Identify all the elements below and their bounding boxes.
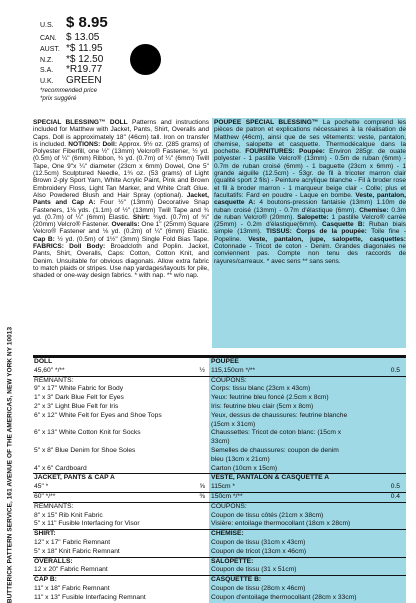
table-cell-en [33,438,209,447]
table-cell-en: 45,60" */** ½ [34,366,205,374]
price-country: CAN. [40,35,57,42]
table-cell-en: 60" */** ⅜ [34,492,205,500]
table-cell-en: 11" x 13" Fusible Interfacing Remnant [34,593,146,601]
table-row [33,429,406,438]
table-cell-fr: Coupon de tissu (31 x 51cm) [209,566,406,575]
intro-fr-title: POUPEE SPECIAL BLESSING™ [214,119,319,126]
table-row [33,520,406,529]
table-cell-en: OVERALLS: [34,557,73,565]
table-row [33,438,406,447]
table-cell-en: 4" x 6" Cardboard [34,464,87,472]
table-row [33,412,406,421]
table-cell-fr: bleu (13cm x 21cm) [209,456,406,465]
table-row [33,483,406,493]
publisher-address: BUTTERICK PATTERN SERVICE, 161 AVENUE OF THE AMERICAS, NEW YORK NY 10013 [6,326,14,603]
table-cell-fr: Coupon de tissu (31cm x 43cm) [209,539,406,548]
table-cell-fr: 115cm * 0.5 [209,483,406,492]
table-cell-en: 45" * ⅝ [34,483,205,491]
table-cell-en [33,421,209,430]
intro-english: SPECIAL BLESSING™ DOLL Patterns and instructions included for Matthew with Jacket, Pants, Shirt, Overalls and Caps. Doll is approximately 18" (46cm) tall. Iron on transfer is included. NOTIONS: Doll: Approx. 9½ oz. (285 grams) of Polyester Fiberfill, one ½" (13mm) Velcro® Fastener, ½ yd. (0.5m) of ¼" (6mm) Ribbon, ¾ yd. (0.7m) of ¼" (6mm) Twill Tape, One 9"x ¼" diameter (23cm x 6mm) Dowel, One 5" (12.5cm) Sculptured Needle, 1¾ oz. (53 grams) of Light Brown 2-ply Sport Yarn, White Acrylic Paint, Pink and Brown Embroidery Floss, Light Tan Marker, and White Craft Glue. Also Powdered Blush and Hair Spray (optional). Jacket, Pants and Cap A: Four ½" (13mm) Decorative Snap Fasteners, 1⅛ yds. (1.1m) of ½" (13mm) Twill Tape and ¾ yd. (0.7m) of ¼" (6mm) Elastic. Shirt: ¾yd. (0.7m) of ¾" (20mm) Velcro® Fastener. Overalls: One 1" (25mm) Square Velcro® Fastener and ⅛ yd. (0.2m) of ¼" (6mm) Elastic. Cap B: ½ yd. (0.5m) of 1½" (3mm) Single Fold Bias Tape. FABRICS: Doll Body: Broadcloth and Poplin. Jacket, Pants, Shirt, Overalls, Caps: Cotton, Cotton Knit, and Denim. Unsuitable for obvious diagonals. Allow extra fabric to match plaids or stripes. Use nap yardages/layouts for pile, shaded or one-way design fabrics. * with nap. ** w/o nap. [33,119,210,280]
table-cell-fr: 33cm) [209,438,406,447]
price-note-fr: *prix suggéré [40,94,77,102]
table-cell-en: SHIRT: [34,530,56,538]
table-cell-en: 12" x 17" Fabric Remnant [34,538,111,546]
table-cell-en: REMNANTS: [34,376,74,384]
table-cell-en: 1" x 3" Dark Blue Felt for Eyes [34,394,124,402]
table-cell-fr: VESTE, PANTALON & CASQUETTE A [209,474,406,483]
black-dot-icon [130,44,161,75]
table-cell-en: 8" x 15" Rib Knit Fabric [34,511,103,519]
table-cell-fr: Semelles de chaussures: coupon de denim [209,447,406,456]
price-row [40,75,240,86]
table-row [33,465,406,474]
table-cell-fr: SALOPETTE: [209,558,406,567]
table-row [33,403,406,412]
table-row [33,357,406,367]
table-row [33,394,406,403]
table-cell-fr: Yeux: feutrine bleu foncé (2.5cm x 8cm) [209,394,406,403]
table-cell-fr: POUPEE [209,358,406,367]
price-row [40,32,240,43]
table-cell-en: DOLL [34,358,53,365]
table-row [33,529,406,539]
table-row [33,456,406,465]
table-cell-en [33,456,209,465]
table-cell-en: REMNANTS: [34,502,74,510]
price-country: N.Z. [40,56,54,64]
price-value: *$ 11.95 [66,42,103,54]
table-cell-en: 9" x 17" White Fabric for Body [34,385,124,393]
table-cell-en: 5" x 11" Fusible Interfacing for Visor [34,520,140,528]
table-cell-en: 11" x 18" Fabric Remnant [34,584,110,592]
table-row [33,548,406,557]
table-cell-en: 12 x 20" Fabric Remnant [34,566,108,574]
table-cell-fr: Carton (10cm x 15cm) [209,465,406,474]
table-row [33,575,406,585]
table-cell-fr: 115,150cm */** 0.5 [209,367,406,376]
table-row [33,421,406,430]
intro-en-title: SPECIAL BLESSING™ DOLL [33,119,128,126]
price-note: *recommended price [40,86,98,94]
table-cell-en: JACKET, PANTS & CAP A [34,474,115,482]
table-cell-en: CAP B: [34,576,57,584]
table-cell-fr: Coupon d'entoilage thermocollant (28cm x 33cm) [209,594,406,603]
table-cell-fr: COUPONS: [209,377,406,386]
table-row [33,447,406,456]
table-row [33,512,406,521]
table-row [33,367,406,377]
intro-french: POUPEE SPECIAL BLESSING™ La pochette comprend les pièces de patron et explications nécessaires à la réalisation de Matthew (46cm), ainsi que de ses vêtements: veste, pantalon, chemise, salopette et casquette. Thermodécalque dans la pochette. FOURNITURES: Poupée: Environ 285gr. de ouate polyester - 1 pastille Velcro® (13mm) - 0.5m de ruban (6mm) - 0.7m de ruban croisé (6mm) - 1 baguette (23cm x 6mm) - 1 grande aiguille (12.5cm) - 53gr. de fil à tricoter marron clair (qualité sport 2 fils) - Peinture acrylique blanche - Fil à broder rose et fil à broder marron - 1 marqueur beige clair - Colle; plus et facultatifs: Fard en poudre - Laque en bombe. Veste, pantalon, casquette A: 4 boutons-pression fantaisie (13mm) 1.10m de ruban croisé (13mm) - 0.7m d'élastique (6mm). Chemise: 0.3m de ruban Velcro® (20mm). Salopette: 1 pastille Velcro® carrée (25mm) - 0.2m d'élastique(6mm). Casquette B: Ruban biais simple (13mm). TISSUS: Corps de la poupée: Toile fine - Popeline. Veste, pantalon, jupe, salopette, casquettes: Cotonnade - Tricot de coton - Denim. Grandes diagonales ne conviennent pas. Compte non tenu des raccords de rayures/carreaux. * avec sens ** sans sens. [212,118,406,348]
table-row [33,385,406,394]
table-cell-fr: 150cm */** 0.4 [209,493,406,502]
price-value: $ 13.05 [66,32,100,43]
table-cell-en: 6" x 12" White Felt for Eyes and Shoe Tops [34,411,162,419]
table-cell-fr: Corps: tissu blanc (23cm x 43cm) [209,385,406,394]
price-country: S.A. [40,67,54,75]
yardage-table [33,355,406,603]
table-cell-fr: Chaussettes: Tricot de coton blanc: (15cm x [209,429,406,438]
table-row [33,557,406,567]
table-cell-en: 2" x 3" Light Blue Felt for Iris [34,402,119,410]
table-cell-fr: Visière: entoilage thermocollant (18cm x 28cm) [209,520,406,529]
price-value: GREEN [66,75,102,87]
table-cell-fr: Coupon de tissu (28cm x 46cm) [209,585,406,594]
table-row [33,566,406,575]
table-cell-fr: COUPONS: [209,503,406,512]
table-cell-fr: Yeux, dessus de chaussures: feutrine blanche [209,412,406,421]
price-value: $ 8.95 [66,14,108,31]
price-country: U.S. [40,22,54,29]
table-row [33,493,406,503]
table-cell-en: 6" x 13" White Cotton Knit for Socks [34,429,141,437]
table-cell-en: 5" x 8" Blue Denim for Shoe Soles [34,446,136,454]
price-row [40,14,240,32]
table-row [33,594,406,603]
table-cell-en: 5" x 18" Knit Fabric Remnant [34,547,120,555]
price-country: AUST. [40,45,60,53]
table-cell-fr: CHEMISE: [209,530,406,539]
price-country: U.K. [40,78,54,86]
table-cell-fr: CASQUETTE B: [209,576,406,585]
table-cell-fr: Coupon de tissu côtés (21cm x 38cm) [209,512,406,521]
price-value: *R19.77 [66,64,103,76]
table-row [33,585,406,594]
table-row [33,377,406,386]
table-cell-fr: Coupon de tricot (13cm x 46cm) [209,548,406,557]
table-cell-fr: Iris: feutrine bleu clair (5cm x 8cm) [209,403,406,412]
price-value: *$ 12.50 [66,53,104,65]
table-row [33,473,406,483]
table-cell-fr: (15cm x 31cm) [209,421,406,430]
table-row [33,503,406,512]
table-row [33,539,406,548]
